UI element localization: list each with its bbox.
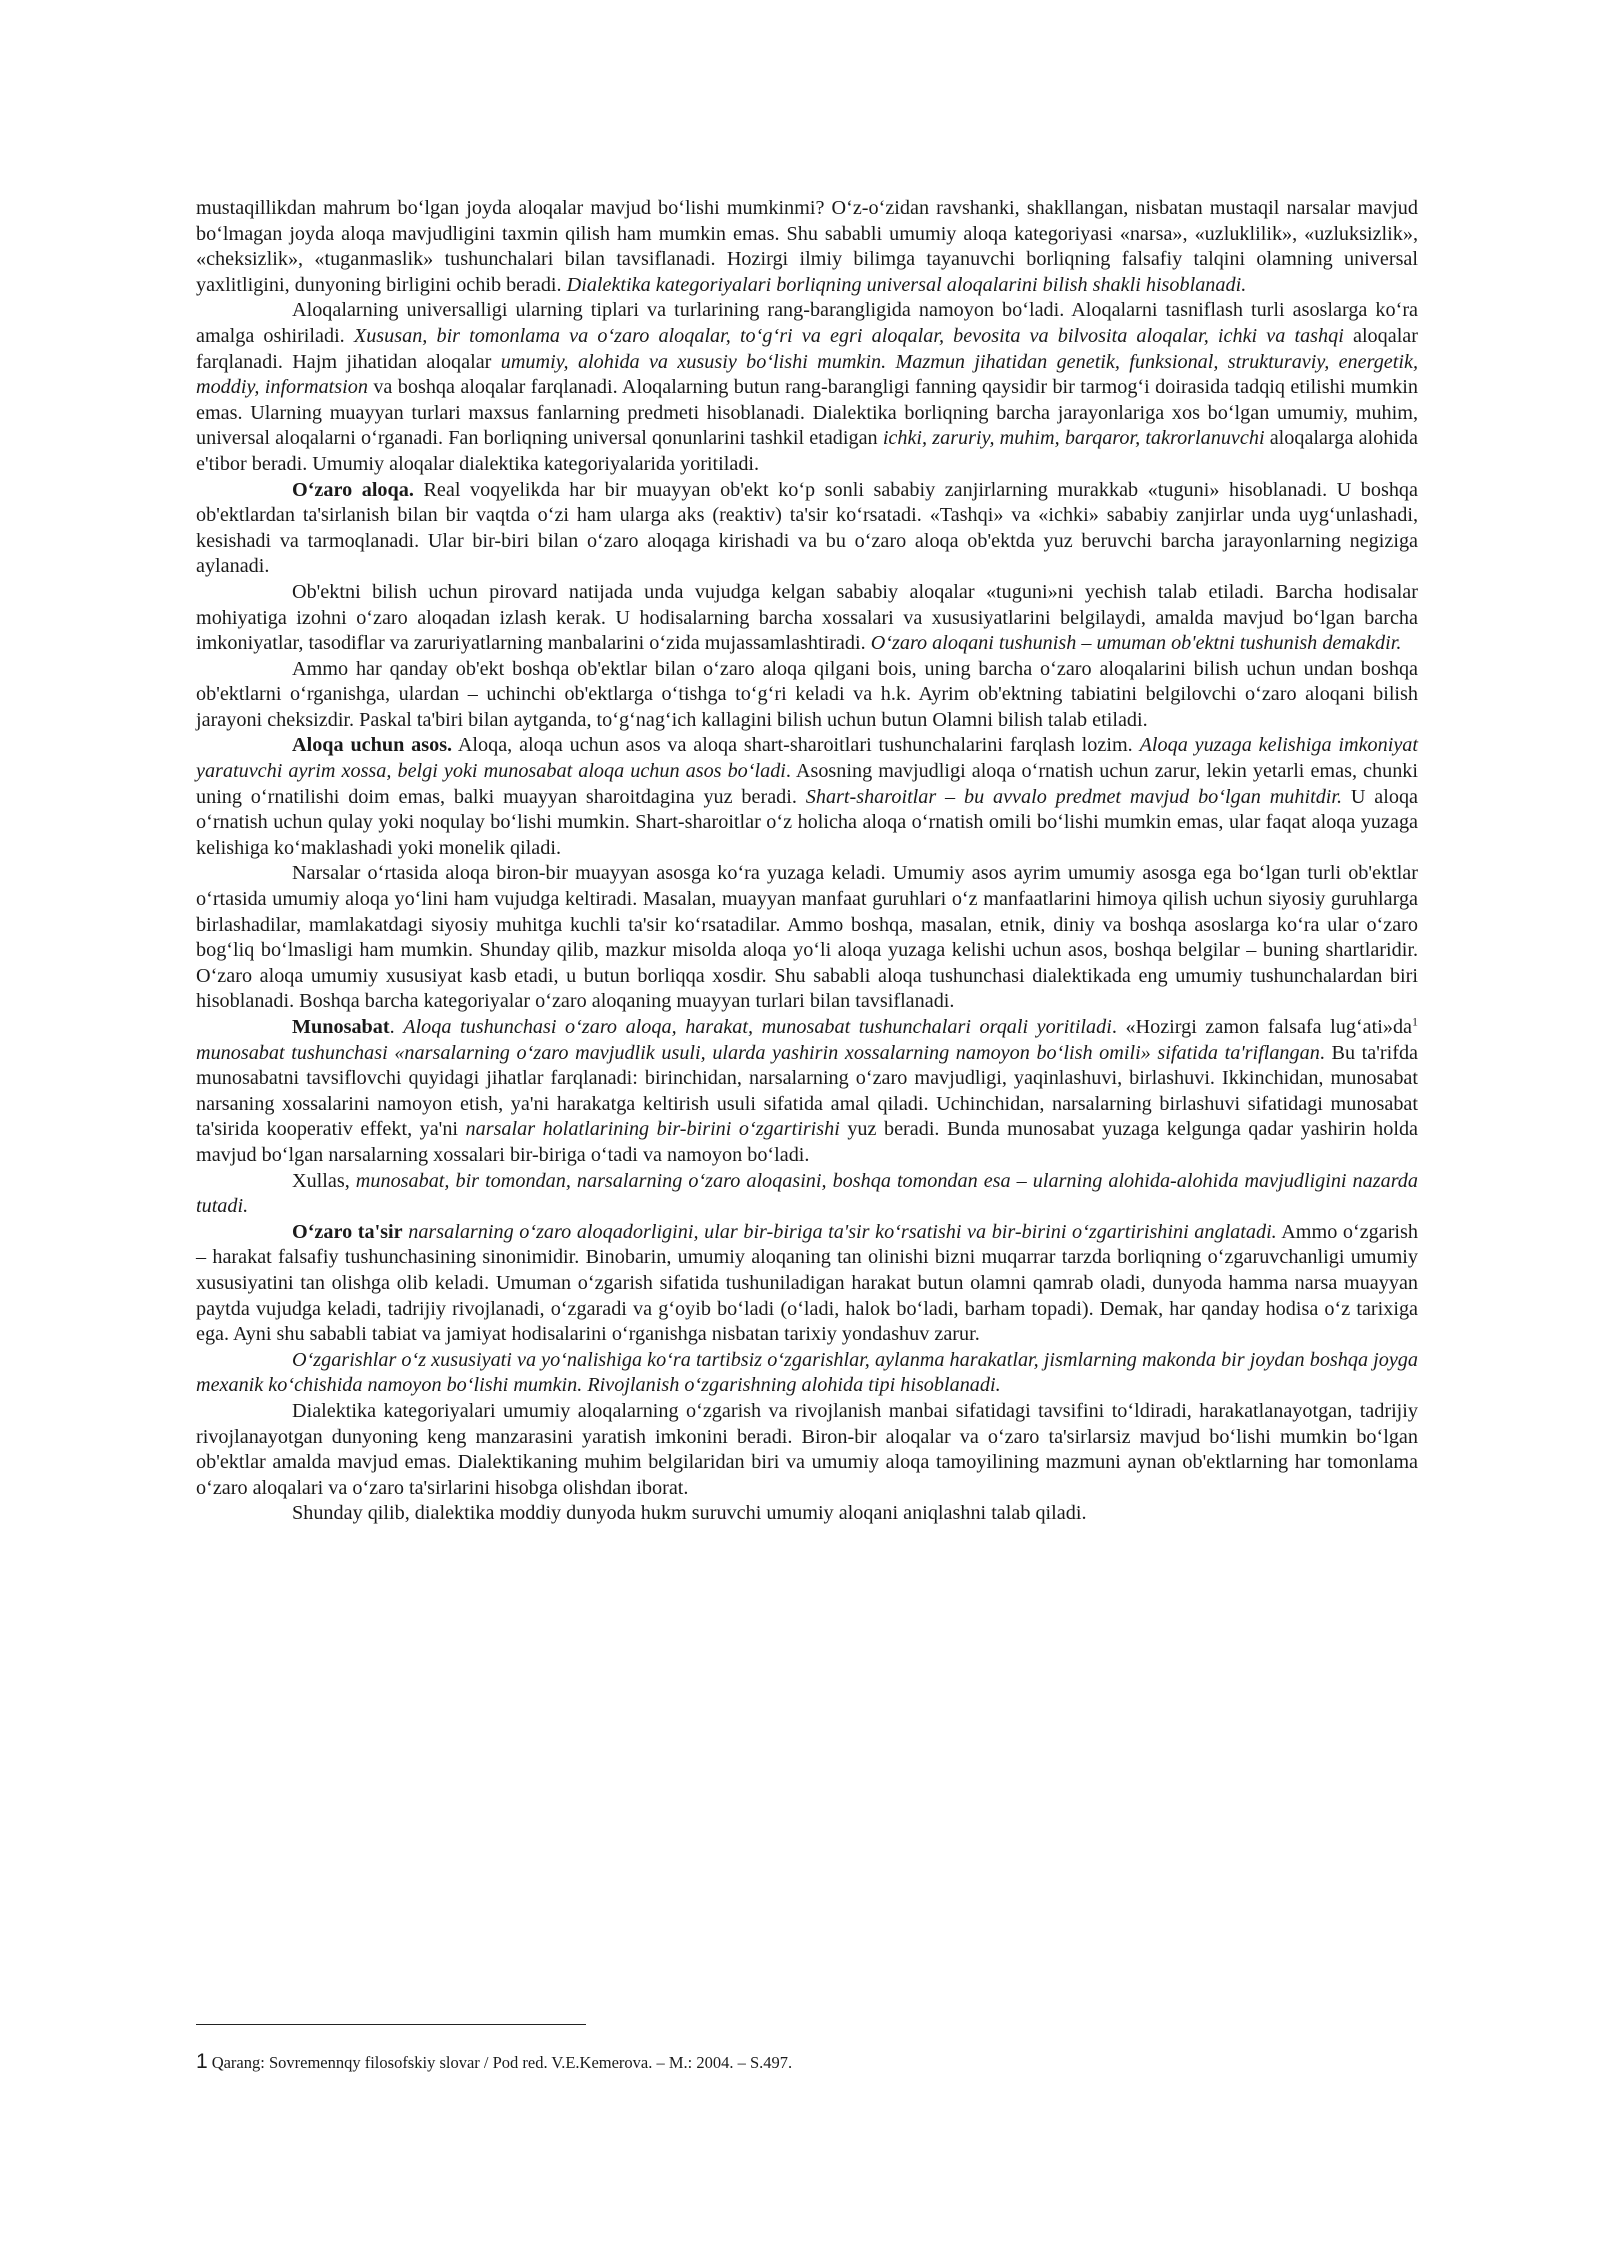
section-heading: Aloqa uchun asos.: [292, 734, 453, 757]
paragraph-ozaro-aloqa: O‘zaro aloqa. Real voqyelikda har bir muayyan ob'ekt ko‘p sonli sababiy zanjirlarning murakkab «tuguni» hisoblanadi. U boshqa ob'ektlardan ta'sirlanish bilan bir vaqtda o‘zi ham ularga aks (reaktiv) ta'sir ko‘rsatadi. «Tashqi» va «ichki» sababiy zanjirlar unda uyg‘unlashadi, kesishadi va tarmoqlanadi. Ular bir-biri bilan o‘zaro aloqaga kirishadi va bu o‘zaro aloqa ob'ektda yuz beruvchi barcha jarayonlarning negiziga aylanadi.: [196, 478, 1418, 578]
paragraph-4: Ob'ektni bilish uchun pirovard natijada unda vujudga kelgan sababiy aloqalar «tuguni»ni yechish talab etiladi. Barcha hodisalar mohiyatiga izohni o‘zaro aloqadan izlash kerak. U hodisalarning barcha xossalari va xususiyatlarini belgilaydi, amalda mavjud bo‘lgan barcha imkoniyatlar, tasodiflar va zaruriyatlarning manbalarini o‘zida mujassamlashtiradi. O‘zaro aloqani tushunish – umuman ob'ektni tushunish demakdir.: [196, 580, 1418, 655]
footnote-number: 1: [196, 2050, 208, 2073]
paragraph-2: Aloqalarning universalligi ularning tiplari va turlarining rang-barangligida namoyon bo‘ladi. Aloqalarni tasniflash turli asoslarga ko‘ra amalga oshiriladi. Xususan, bir tomonlama va o‘zaro aloqalar, to‘g‘ri va egri aloqalar, bevosita va bilvosita aloqalar, ichki va tashqi aloqalar farqlanadi. Hajm jihatidan aloqalar umumiy, alohida va xususiy bo‘lishi mumkin. Mazmun jihatidan genetik, funksional, strukturaviy, energetik, moddiy, informatsion va boshqa aloqalar farqlanadi. Aloqalarning butun rang-barangligi fanning qaysidir bir tarmog‘i doirasida tadqiq etilishi mumkin emas. Ularning muayyan turlari maxsus fanlarning predmeti hisoblanadi. Dialektika borliqning barcha jarayonlariga xos bo‘lgan umumiy, muhim, universal aloqalarni o‘rganadi. Fan borliqning universal qonunlarini tashkil etadigan ichki, zaruriy, muhim, barqaror, takrorlanuvchi aloqalarga alohida e'tibor beradi. Umumiy aloqalar dialektika kategoriyalarida yoritiladi.: [196, 299, 1419, 475]
paragraph-5: Ammo har qanday ob'ekt boshqa ob'ektlar bilan o‘zaro aloqa qilgani bois, uning barcha o‘zaro aloqalarini bilish uchun undan boshqa ob'ektlarni o‘rganishga, ulardan – uchinchi ob'ektlarga o‘tishga to‘g‘ri keladi va h.k. Ayrim ob'ektning tabiatini belgilovchi o‘zaro aloqani bilish jarayoni cheksizdir. Paskal ta'biri bilan aytganda, to‘g‘nag‘ich kallagini bilish uchun butun Olamni bilish talab etiladi.: [196, 657, 1418, 731]
paragraph-1: mustaqillikdan mahrum bo‘lgan joyda aloqalar mavjud bo‘lishi mumkinmi? O‘z-o‘zidan ravshanki, shakllangan, nisbatan mustaqil narsalar mavjud bo‘lmagan joyda aloqa mavjudligini taxmin qilish ham mumkin emas. Shu sababli umumiy aloqa kategoriyasi «narsa», «uzluklilik», «uzluksizlik», «cheksizlik», «tuganmaslik» tushunchalari bilan tavsiflanadi. Hozirgi ilmiy bilimga tayanuvchi borliqning falsafiy talqini olamning universal yaxlitligini, dunyoning birligini ochib beradi. Dialektika kategoriyalari borliqning universal aloqalarini bilish shakli hisoblanadi.: [196, 197, 1418, 296]
section-heading: O‘zaro ta'sir: [292, 1220, 403, 1243]
paragraph-12: Dialektika kategoriyalari umumiy aloqalarning o‘zgarish va rivojlanish manbai sifatidagi tavsifini to‘ldiradi, harakatlanayotgan, tadrijiy rivojlanayotgan dunyoning keng manzarasini yaratish imkonini beradi. Biron-bir aloqalar va o‘zaro ta'sirlarsiz mavjud bo‘lishi mumkin bo‘lgan ob'ektlar amalda mavjud emas. Dialektikaning muhim belgilaridan biri va umumiy aloqa tamoyilining mazmuni aynan ob'ektlarning har tomonlama o‘zaro aloqalari va o‘zaro ta'sirlarini hisobga olishdan iborat.: [196, 1399, 1418, 1499]
paragraph-7: Narsalar o‘rtasida aloqa biron-bir muayyan asosga ko‘ra yuzaga keladi. Umumiy asos ayrim umumiy asosga ega bo‘lgan turli ob'ektlar o‘rtasida umumiy aloqa yo‘lini ham vujudga keltiradi. Masalan, muayyan manfaat guruhlari o‘z manfaatlarini himoya qilish uchun siyosiy guruhlarga birlashadilar, mamlakatdagi siyosiy muhitga kuchli ta'sir ko‘rsatadilar. Ammo boshqa, masalan, etnik, diniy va boshqa asoslarga ko‘ra ular o‘zaro bog‘liq bo‘lmasligi ham mumkin. Shunday qilib, mazkur misolda aloqa yo‘li aloqa yuzaga kelishi uchun asos, boshqa belgilar – buning shartlaridir. O‘zaro aloqa umumiy xususiyat kasb etadi, u butun borliqqa xosdir. Shu sababli aloqa tushunchasi dialektikada eng umumiy tushunchalardan biri hisoblanadi. Boshqa barcha kategoriyalar o‘zaro aloqaning muayyan turlari bilan tavsiflanadi.: [196, 862, 1418, 1013]
footnote-separator: [196, 2024, 586, 2025]
footnote: [196, 2050, 1418, 2074]
footnote-ref[interactable]: 1: [1412, 1014, 1418, 1029]
paragraph-11: O‘zgarishlar o‘z xususiyati va yo‘nalishiga ko‘ra tartibsiz o‘zgarishlar, aylanma harakatlar, jismlarning makonda bir joydan boshqa joyga mexanik ko‘chishida namoyon bo‘lishi mumkin. Rivojlanish o‘zgarishning alohida tipi hisoblanadi.: [196, 1348, 1418, 1397]
paragraph-aloqa-uchun-asos: Aloqa uchun asos. Aloqa, aloqa uchun asos va aloqa shart-sharoitlari tushunchalarini farqlash lozim. Aloqa yuzaga kelishiga imkoniyat yaratuvchi ayrim xossa, belgi yoki munosabat aloqa uchun asos bo‘ladi. Asosning mavjudligi aloqa o‘rnatish uchun zarur, lekin yetarli emas, chunki uning o‘rnatilishi doim emas, balki muayyan sharoitdagina yuz beradi. Shart-sharoitlar – bu avvalo predmet mavjud bo‘lgan muhitdir. U aloqa o‘rnatish uchun qulay yoki noqulay bo‘lishi mumkin. Shart-sharoitlar o‘z holicha aloqa o‘rnatish omili bo‘lishi mumkin emas, ular faqat aloqa yuzaga kelishiga ko‘maklashadi yoki monelik qiladi.: [196, 734, 1419, 859]
document-body: [196, 196, 1418, 1527]
paragraph-13: Shunday qilib, dialektika moddiy dunyoda hukm suruvchi umumiy aloqani aniqlashni talab qiladi.: [292, 1502, 1087, 1525]
section-heading: Munosabat: [292, 1016, 390, 1038]
paragraph-ozaro-tasir: O‘zaro ta'sir narsalarning o‘zaro aloqadorligini, ular bir-biriga ta'sir ko‘rsatishi va bir-birini o‘zgartirishini anglatadi. Ammo o‘zgarish – harakat falsafiy tushunchasining sinonimidir. Binobarin, umumiy aloqaning tan olinishi bizni muqarrar tarzda borliqning o‘zgaruvchanligi umumiy xususiyatini tan olishga olib keladi. Umuman o‘zgarish sifatida tushuniladigan harakat butun olamni qamrab oladi, dunyoda hamma narsa muayyan paytda vujudga keladi, tadrijiy rivojlanadi, o‘zgaradi va g‘oyib bo‘ladi (o‘ladi, halok bo‘ladi, barham topadi). Demak, har qanday hodisa o‘z tarixiga ega. Ayni shu sababli tabiat va jamiyat hodisalarini o‘rganishga nisbatan tarixiy yondashuv zarur.: [196, 1220, 1418, 1346]
paragraph-munosabat: Munosabat. Aloqa tushunchasi o‘zaro aloqa, harakat, munosabat tushunchalari orqali yoritiladi. «Hozirgi zamon falsafa $lug‘ati»da^1$ munosabat tushunchasi «narsalarning o‘zaro mavjudlik usuli, ularda yashirin xossalarning namoyon bo‘lish omili» sifatida ta'riflangan. Bu ta'rifda munosabatni tavsiflovchi quyidagi jihatlar farqlanadi: birinchidan, narsalarning o‘zaro mavjudligi, yaqinlashuvi, birlashuvi. Ikkinchidan, munosabat narsaning xossalarini namoyon etish, ya'ni harakatga keltirish usuli sifatida amal qiladi. Uchinchidan, narsalarning birlashuvi sifatidagi munosabat ta'sirida kooperativ effekt, ya'ni narsalar holatlarining bir-birini o‘zgartirishi yuz beradi. Bunda munosabat yuzaga kelgunga qadar yashirin holda mavjud bo‘lgan narsalarning xossalari bir-biriga o‘tadi va namoyon bo‘ladi.: [196, 1014, 1419, 1166]
section-heading: O‘zaro aloqa.: [292, 478, 414, 501]
footnote-text: Qarang: Sovremennqy filosofskiy slovar / Pod red. V.E.Kemerova. – M.: 2004. – S.497.: [211, 2053, 793, 2072]
paragraph-9: Xullas, munosabat, bir tomondan, narsalarning o‘zaro aloqasini, boshqa tomondan esa – ularning alohida-alohida mavjudligini nazarda tutadi.: [196, 1169, 1418, 1218]
